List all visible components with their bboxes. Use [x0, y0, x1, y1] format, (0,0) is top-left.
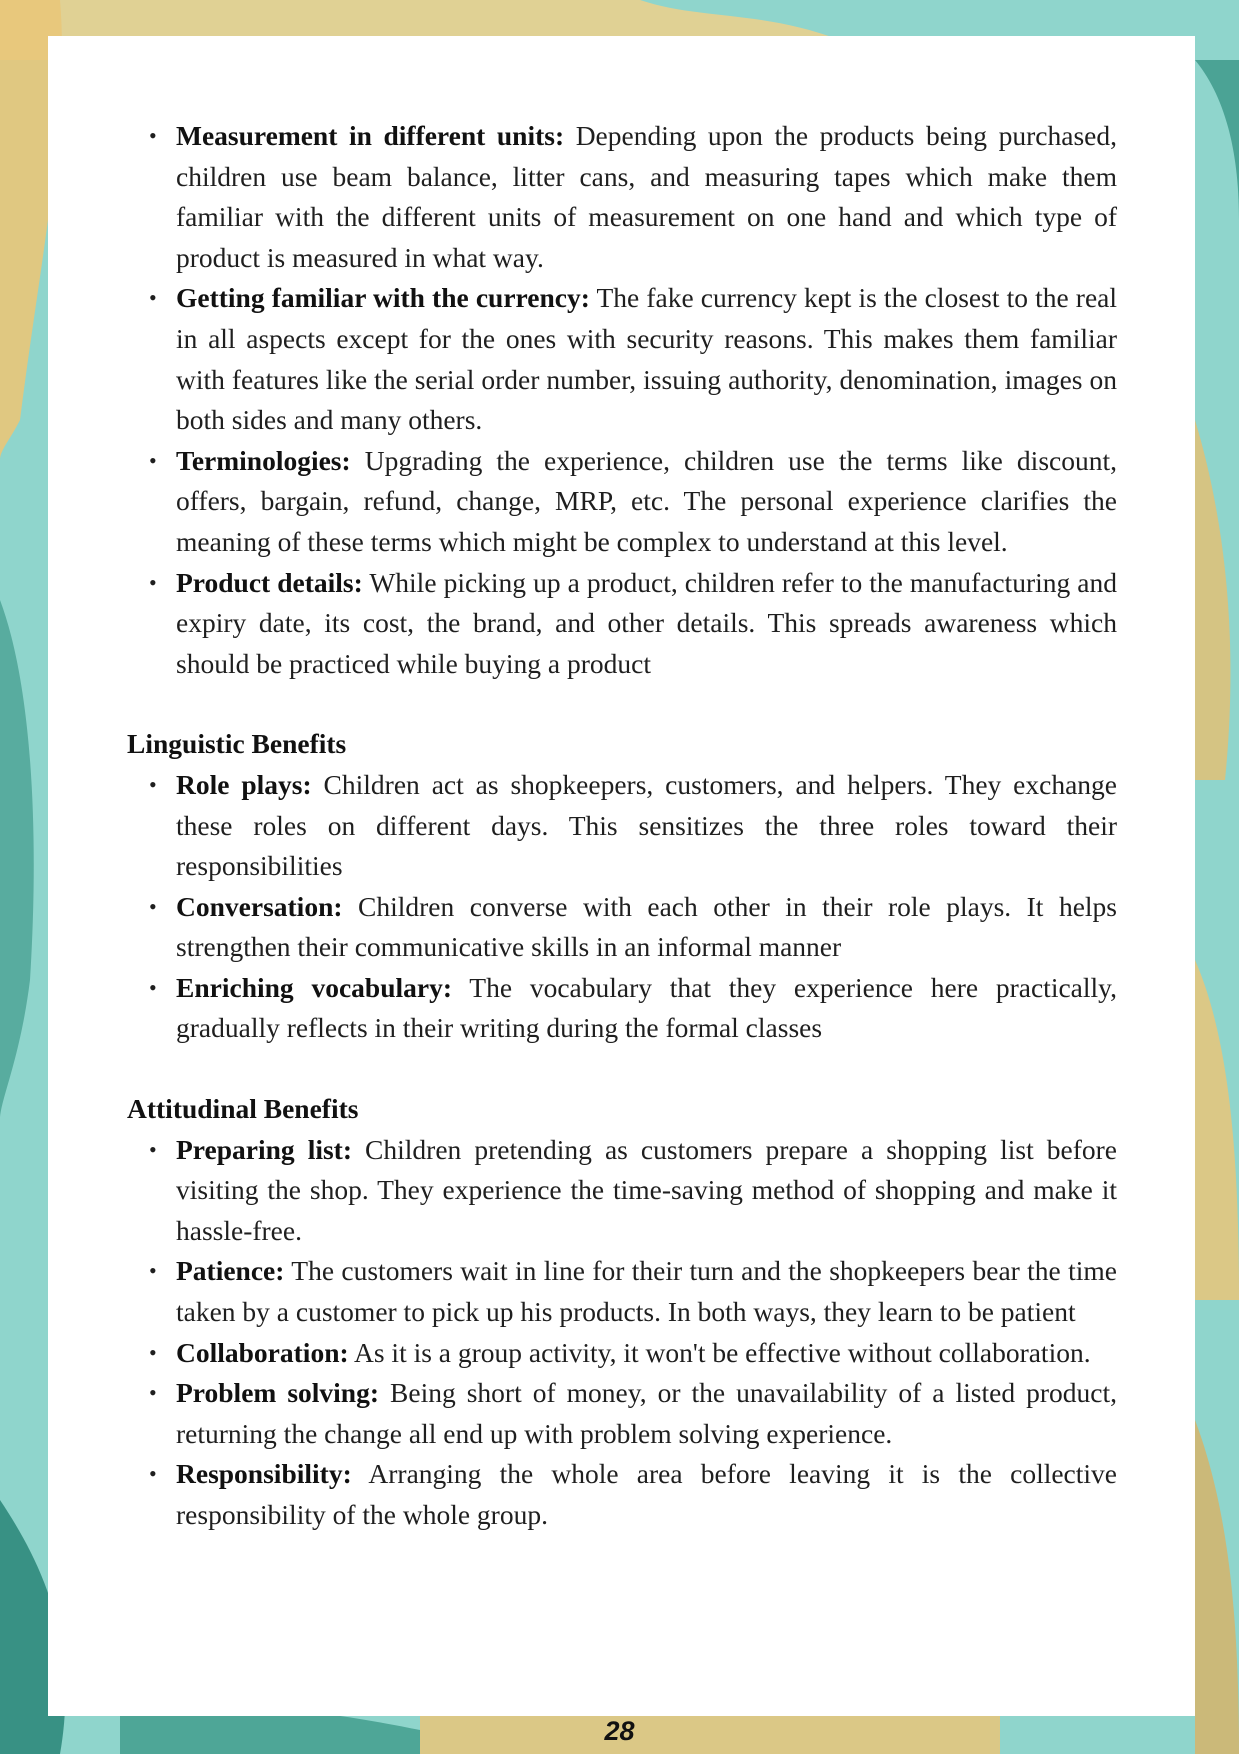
list-item	[127, 563, 1117, 685]
bullet-text: Upgrading the experience, children use the terms like discount, offers, bargain, refund, change, MRP, etc. The personal experience clarifies the meaning of these terms which might be complex to understand at this level.	[176, 444, 1117, 557]
intro-bullet-list	[127, 116, 1117, 684]
bullet-term: Problem solving:	[176, 1377, 380, 1409]
document-body	[127, 116, 1117, 1536]
bullet-term: Getting familiar with the currency:	[176, 282, 590, 314]
linguistic-bullet-list	[127, 765, 1117, 1049]
bullet-text: While picking up a product, children refer to the manufacturing and expiry date, its cost, the brand, and other details. This spreads awareness which should be practiced while buying a product	[176, 566, 1117, 679]
bullet-term: Enriching vocabulary:	[176, 971, 452, 1003]
list-item	[127, 1454, 1117, 1535]
list-item	[127, 1251, 1117, 1332]
attitudinal-bullet-list	[127, 1130, 1117, 1536]
bullet-term: Collaboration:	[176, 1336, 349, 1368]
bullet-term: Terminologies:	[176, 444, 351, 476]
section-heading-attitudinal: Attitudinal Benefits	[127, 1093, 359, 1125]
bullet-text: The vocabulary that they experience here practically, gradually reflects in their writing during the formal classes	[176, 971, 1117, 1044]
list-item	[127, 278, 1117, 440]
bullet-text: Children act as shopkeepers, customers, and helpers. They exchange these roles on different days. This sensitizes the three roles toward their responsibilities	[176, 768, 1118, 882]
list-item	[127, 968, 1117, 1049]
bullet-term: Responsibility:	[176, 1458, 352, 1490]
list-item	[127, 765, 1117, 887]
bullet-term: Product details:	[176, 566, 363, 598]
bullet-text: Arranging the whole area before leaving it is the collective responsibility of the whole group.	[176, 1458, 1117, 1530]
list-item	[127, 1333, 1117, 1374]
list-item	[127, 441, 1117, 563]
bullet-text: As it is a group activity, it won't be effective without collaboration.	[348, 1336, 1091, 1368]
section-heading-linguistic: Linguistic Benefits	[127, 728, 347, 760]
bullet-term: Role plays:	[176, 768, 312, 800]
bullet-term: Patience:	[176, 1255, 285, 1287]
bullet-term: Preparing list:	[176, 1133, 352, 1165]
bullet-term: Measurement in different units:	[176, 120, 565, 151]
list-item	[127, 116, 1117, 278]
bullet-text: Children pretending as customers prepare a shopping list before visiting the shop. They experience the time-saving method of shopping and make it hassle-free.	[176, 1133, 1117, 1246]
list-item	[127, 1130, 1117, 1252]
bullet-text: The fake currency kept is the closest to the real in all aspects except for the ones with security reasons. This makes them familiar with features like the serial order number, issuing authority, denomination, images on both sides and many others.	[176, 282, 1117, 436]
bullet-text: The customers wait in line for their turn and the shopkeepers bear the time taken by a customer to pick up his products. In both ways, they learn to be patient	[176, 1255, 1117, 1328]
page-number: 28	[604, 1716, 635, 1746]
bullet-text: Depending upon the products being purchased, children use beam balance, litter cans, and measuring tapes which make them familiar with the different units of measurement on one hand and which type of product is measured in what way.	[176, 120, 1117, 273]
bullet-text: Children converse with each other in their role plays. It helps strengthen their communicative skills in an informal manner	[176, 890, 1117, 963]
list-item	[127, 887, 1117, 968]
list-item	[127, 1373, 1117, 1454]
bullet-text: Being short of money, or the unavailability of a listed product, returning the change all end up with problem solving experience.	[176, 1377, 1117, 1449]
bullet-term: Conversation:	[176, 890, 343, 922]
